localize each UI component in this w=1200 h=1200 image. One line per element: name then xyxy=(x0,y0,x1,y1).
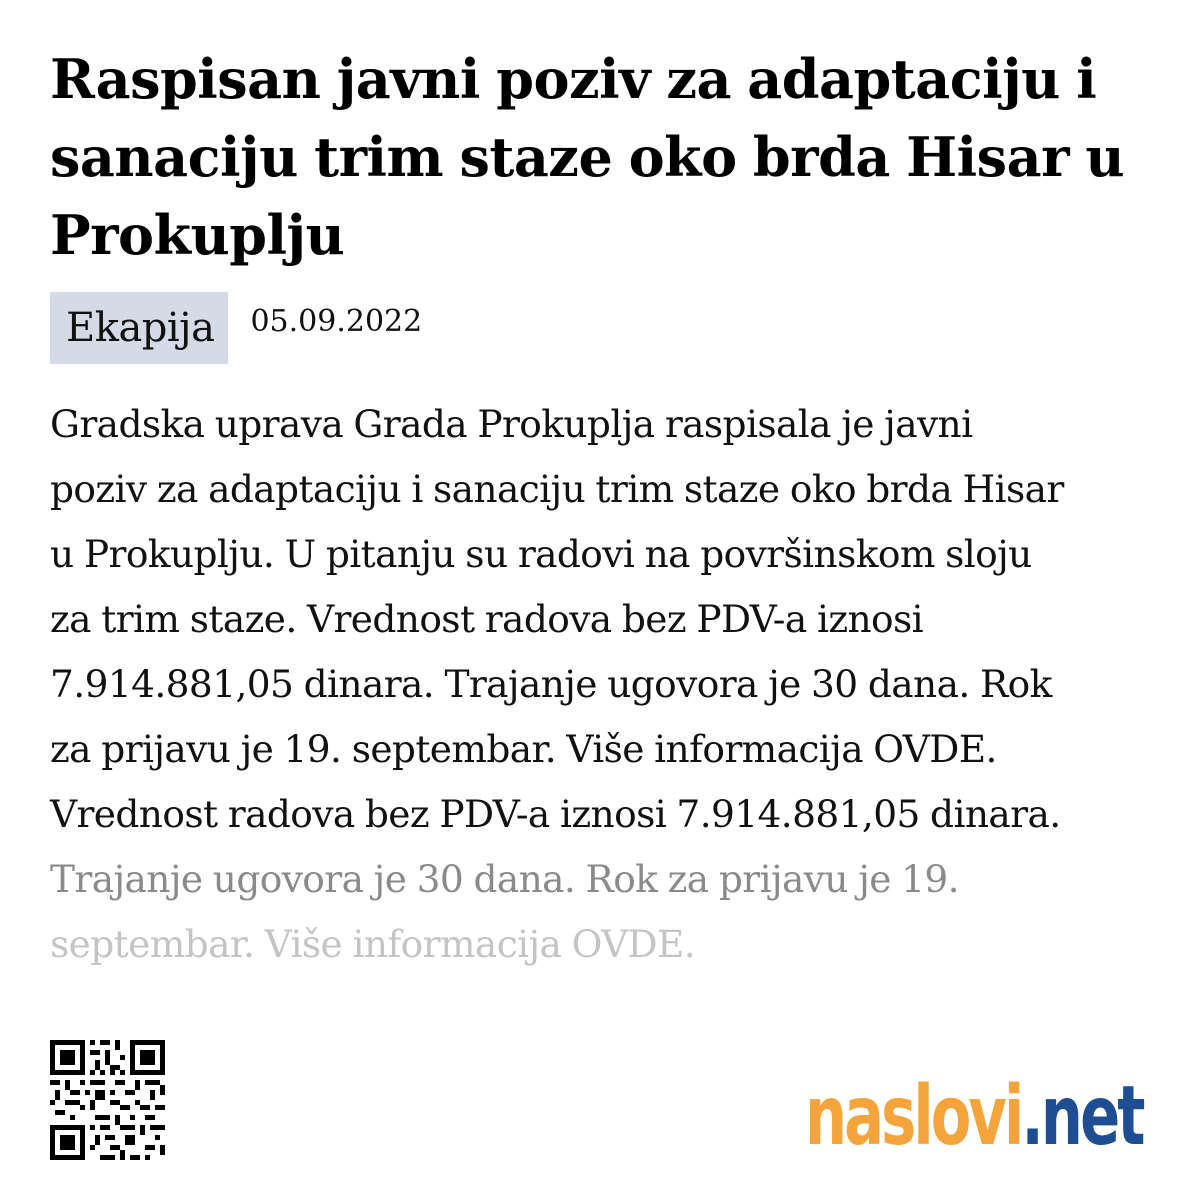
publish-date: 05.09.2022 xyxy=(250,304,423,339)
body-line-faded: Trajanje ugovora je 30 dana. Rok za prijavu je 19. xyxy=(50,857,959,901)
body-line: Vrednost radova bez PDV-a iznosi 7.914.881,05 dinara. xyxy=(50,792,1061,836)
article xyxy=(50,40,1160,977)
logo-part-net: .net xyxy=(1021,1069,1143,1164)
body-line: Gradska uprava Grada Prokuplja raspisala je javni xyxy=(50,402,973,446)
source-badge[interactable]: Ekapija xyxy=(50,292,228,364)
site-logo[interactable] xyxy=(805,1069,1143,1164)
body-line: poziv za adaptaciju i sanaciju trim staze oko brda Hisar xyxy=(50,467,1064,511)
body-line: za prijavu je 19. septembar. Više informacija OVDE. xyxy=(50,727,997,771)
body-line: 7.914.881,05 dinara. Trajanje ugovora je 30 dana. Rok xyxy=(50,662,1052,706)
article-meta xyxy=(50,292,1160,364)
article-headline: Raspisan javni poziv za adaptaciju i sanaciju trim staze oko brda Hisar u Prokuplju xyxy=(50,47,1125,267)
body-line-faded: septembar. Više informacija OVDE. xyxy=(50,922,696,966)
body-line: u Prokuplju. U pitanju su radovi na površinskom sloju xyxy=(50,532,1032,576)
qr-code-icon[interactable] xyxy=(50,1040,165,1160)
body-line: za trim staze. Vrednost radova bez PDV-a iznosi xyxy=(50,597,924,641)
logo-part-naslovi: naslovi xyxy=(805,1069,1022,1164)
article-body xyxy=(50,392,1160,977)
